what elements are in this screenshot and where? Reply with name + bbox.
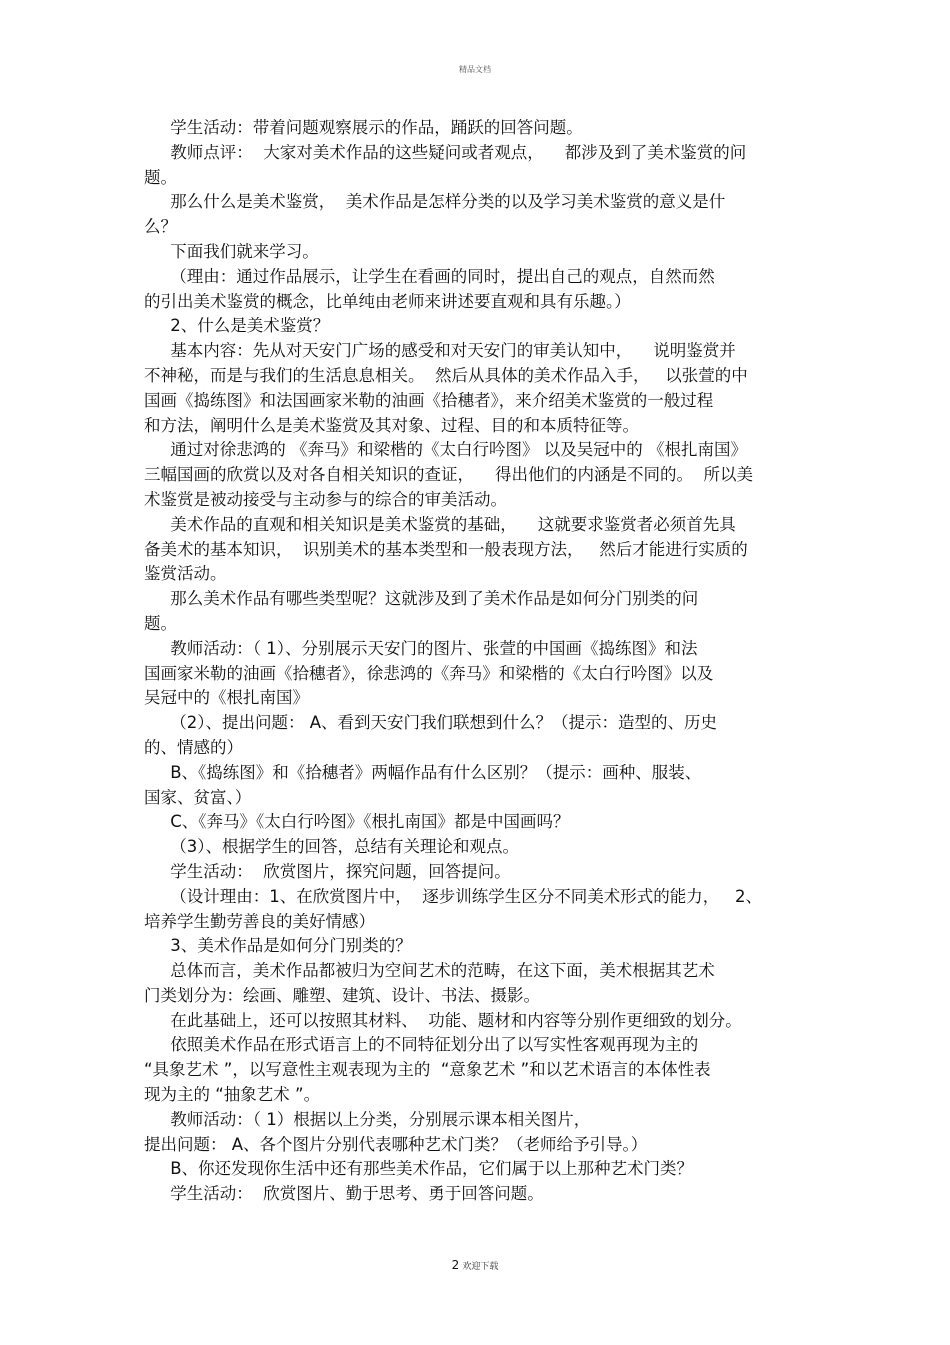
text-line: 题。 (144, 613, 177, 633)
text-line: 的引出美术鉴赏的概念，比单纯由老师来讲述要直观和具有乐趣。） (144, 291, 631, 311)
text-line: 2、什么是美术鉴赏？ (144, 316, 330, 336)
text-line: 依照美术作品在形式语言上的不同特征划分出了以写实性客观再现为主的 (144, 1035, 699, 1055)
text-line: 门类划分为：绘画、雕塑、建筑、设计、书法、摄影。 (144, 985, 540, 1005)
text-line: 在此基础上，还可以按照其材料、 功能、题材和内容等分别作更细致的划分。 (144, 1010, 742, 1030)
text-line: 现为主的 “抽象艺术 ”。 (144, 1085, 321, 1105)
document-body (144, 116, 814, 1207)
text-line: 学生活动：带着问题观察展示的作品，踊跃的回答问题。 (144, 118, 583, 137)
text-line: 美术作品的直观和相关知识是美术鉴赏的基础， 这就要求鉴赏者必须首先具 (144, 514, 736, 534)
text-line: 基本内容：先从对天安门广场的感受和对天安门的审美认知中， 说明鉴赏并 (144, 341, 736, 361)
text-line: 国画《捣练图》和法国画家米勒的油画《拾穗者》，来介绍美术鉴赏的一般过程 (144, 390, 714, 410)
text-line: 备美术的基本知识， 识别美术的基本类型和一般表现方法， 然后才能进行实质的 (144, 539, 748, 559)
text-line: 学生活动： 欣赏图片，探究问题，回答提问。 (144, 861, 511, 881)
text-line: 通过对徐悲鸿的 《奔马》和梁楷的《太白行吟图》 以及吴冠中的 《根扎南国》 (144, 440, 747, 460)
text-line: 教师活动：（ 1）、分别展示天安门的图片、张萱的中国画《捣练图》和法 (144, 638, 698, 658)
text-line: 总体而言，美术作品都被归为空间艺术的范畴，在这下面，美术根据其艺术 (144, 961, 715, 981)
text-line: 培养学生勤劳善良的美好情感） (144, 911, 375, 931)
text-line: 鉴赏活动。 (144, 564, 227, 584)
page-footer (0, 1258, 950, 1272)
text-line: 国家、贫富、） (144, 787, 252, 807)
text-line: 教师活动：（ 1）根据以上分类，分别展示课本相关图片， (144, 1109, 591, 1129)
text-line: 三幅国画的欣赏以及对各自相关知识的查证， 得出他们的内涵是不同的。 所以美 (144, 465, 753, 485)
text-line: 题。 (144, 167, 177, 187)
text-line: 学生活动： 欣赏图片、勤于思考、勇于回答问题。 (144, 1184, 544, 1204)
text-line: 下面我们就来学习。 (144, 241, 319, 261)
text-line: 教师点评： 大家对美术作品的这些疑问或者观点， 都涉及到了美术鉴赏的问 (144, 142, 747, 162)
page-header: 精品文档 (459, 65, 491, 74)
text-line: “具象艺术 ”，以写意性主观表现为主的 “意象艺术 ”和以艺术语言的本体性表 (144, 1060, 711, 1080)
text-line: 么？ (144, 217, 177, 237)
text-line: 提出问题： A、各个图片分别代表哪种艺术门类？（老师给予引导。） (144, 1134, 648, 1154)
text-line: C、《奔马》《太白行吟图》《根扎南国》都是中国画吗？ (144, 812, 570, 832)
text-line: （3）、根据学生的回答，总结有关理论和观点。 (144, 837, 519, 857)
text-line: B、你还发现你生活中还有那些美术作品，它们属于以上那种艺术门类？ (144, 1159, 694, 1179)
footer-text: 欢迎下载 (462, 1262, 499, 1272)
text-line: （设计理由：1、在欣赏图片中， 逐步训练学生区分不同美术形式的能力， 2、 (144, 886, 762, 906)
text-line: 3、美术作品是如何分门别类的？ (144, 936, 412, 956)
text-line: 和方法，阐明什么是美术鉴赏及其对象、过程、目的和本质特征等。 (144, 415, 639, 435)
text-line: 不神秘，而是与我们的生活息息相关。 然后从具体的美术作品入手， 以张萱的中 (144, 365, 748, 385)
page-number: 2 (451, 1258, 460, 1272)
text-line: （2）、提出问题： A、看到天安门我们联想到什么？（提示：造型的、历史 (144, 713, 718, 733)
text-line: 那么什么是美术鉴赏， 美术作品是怎样分类的以及学习美术鉴赏的意义是什 (144, 192, 726, 212)
text-line: （理由：通过作品展示，让学生在看画的同时，提出自己的观点，自然而然 (144, 266, 715, 286)
text-line: 的、情感的） (144, 737, 243, 757)
text-line: B、《捣练图》和《拾穗者》两幅作品有什么区别？（提示：画种、服装、 (144, 762, 702, 782)
text-line: 术鉴赏是被动接受与主动参与的综合的审美活动。 (144, 489, 507, 509)
text-line: 吴冠中的《根扎南国》 (144, 688, 309, 708)
text-line: 那么美术作品有哪些类型呢？这就涉及到了美术作品是如何分门别类的问 (144, 589, 699, 609)
text-line: 国画家米勒的油画《拾穗者》，徐悲鸿的《奔马》和梁楷的《太白行吟图》以及 (144, 663, 714, 683)
